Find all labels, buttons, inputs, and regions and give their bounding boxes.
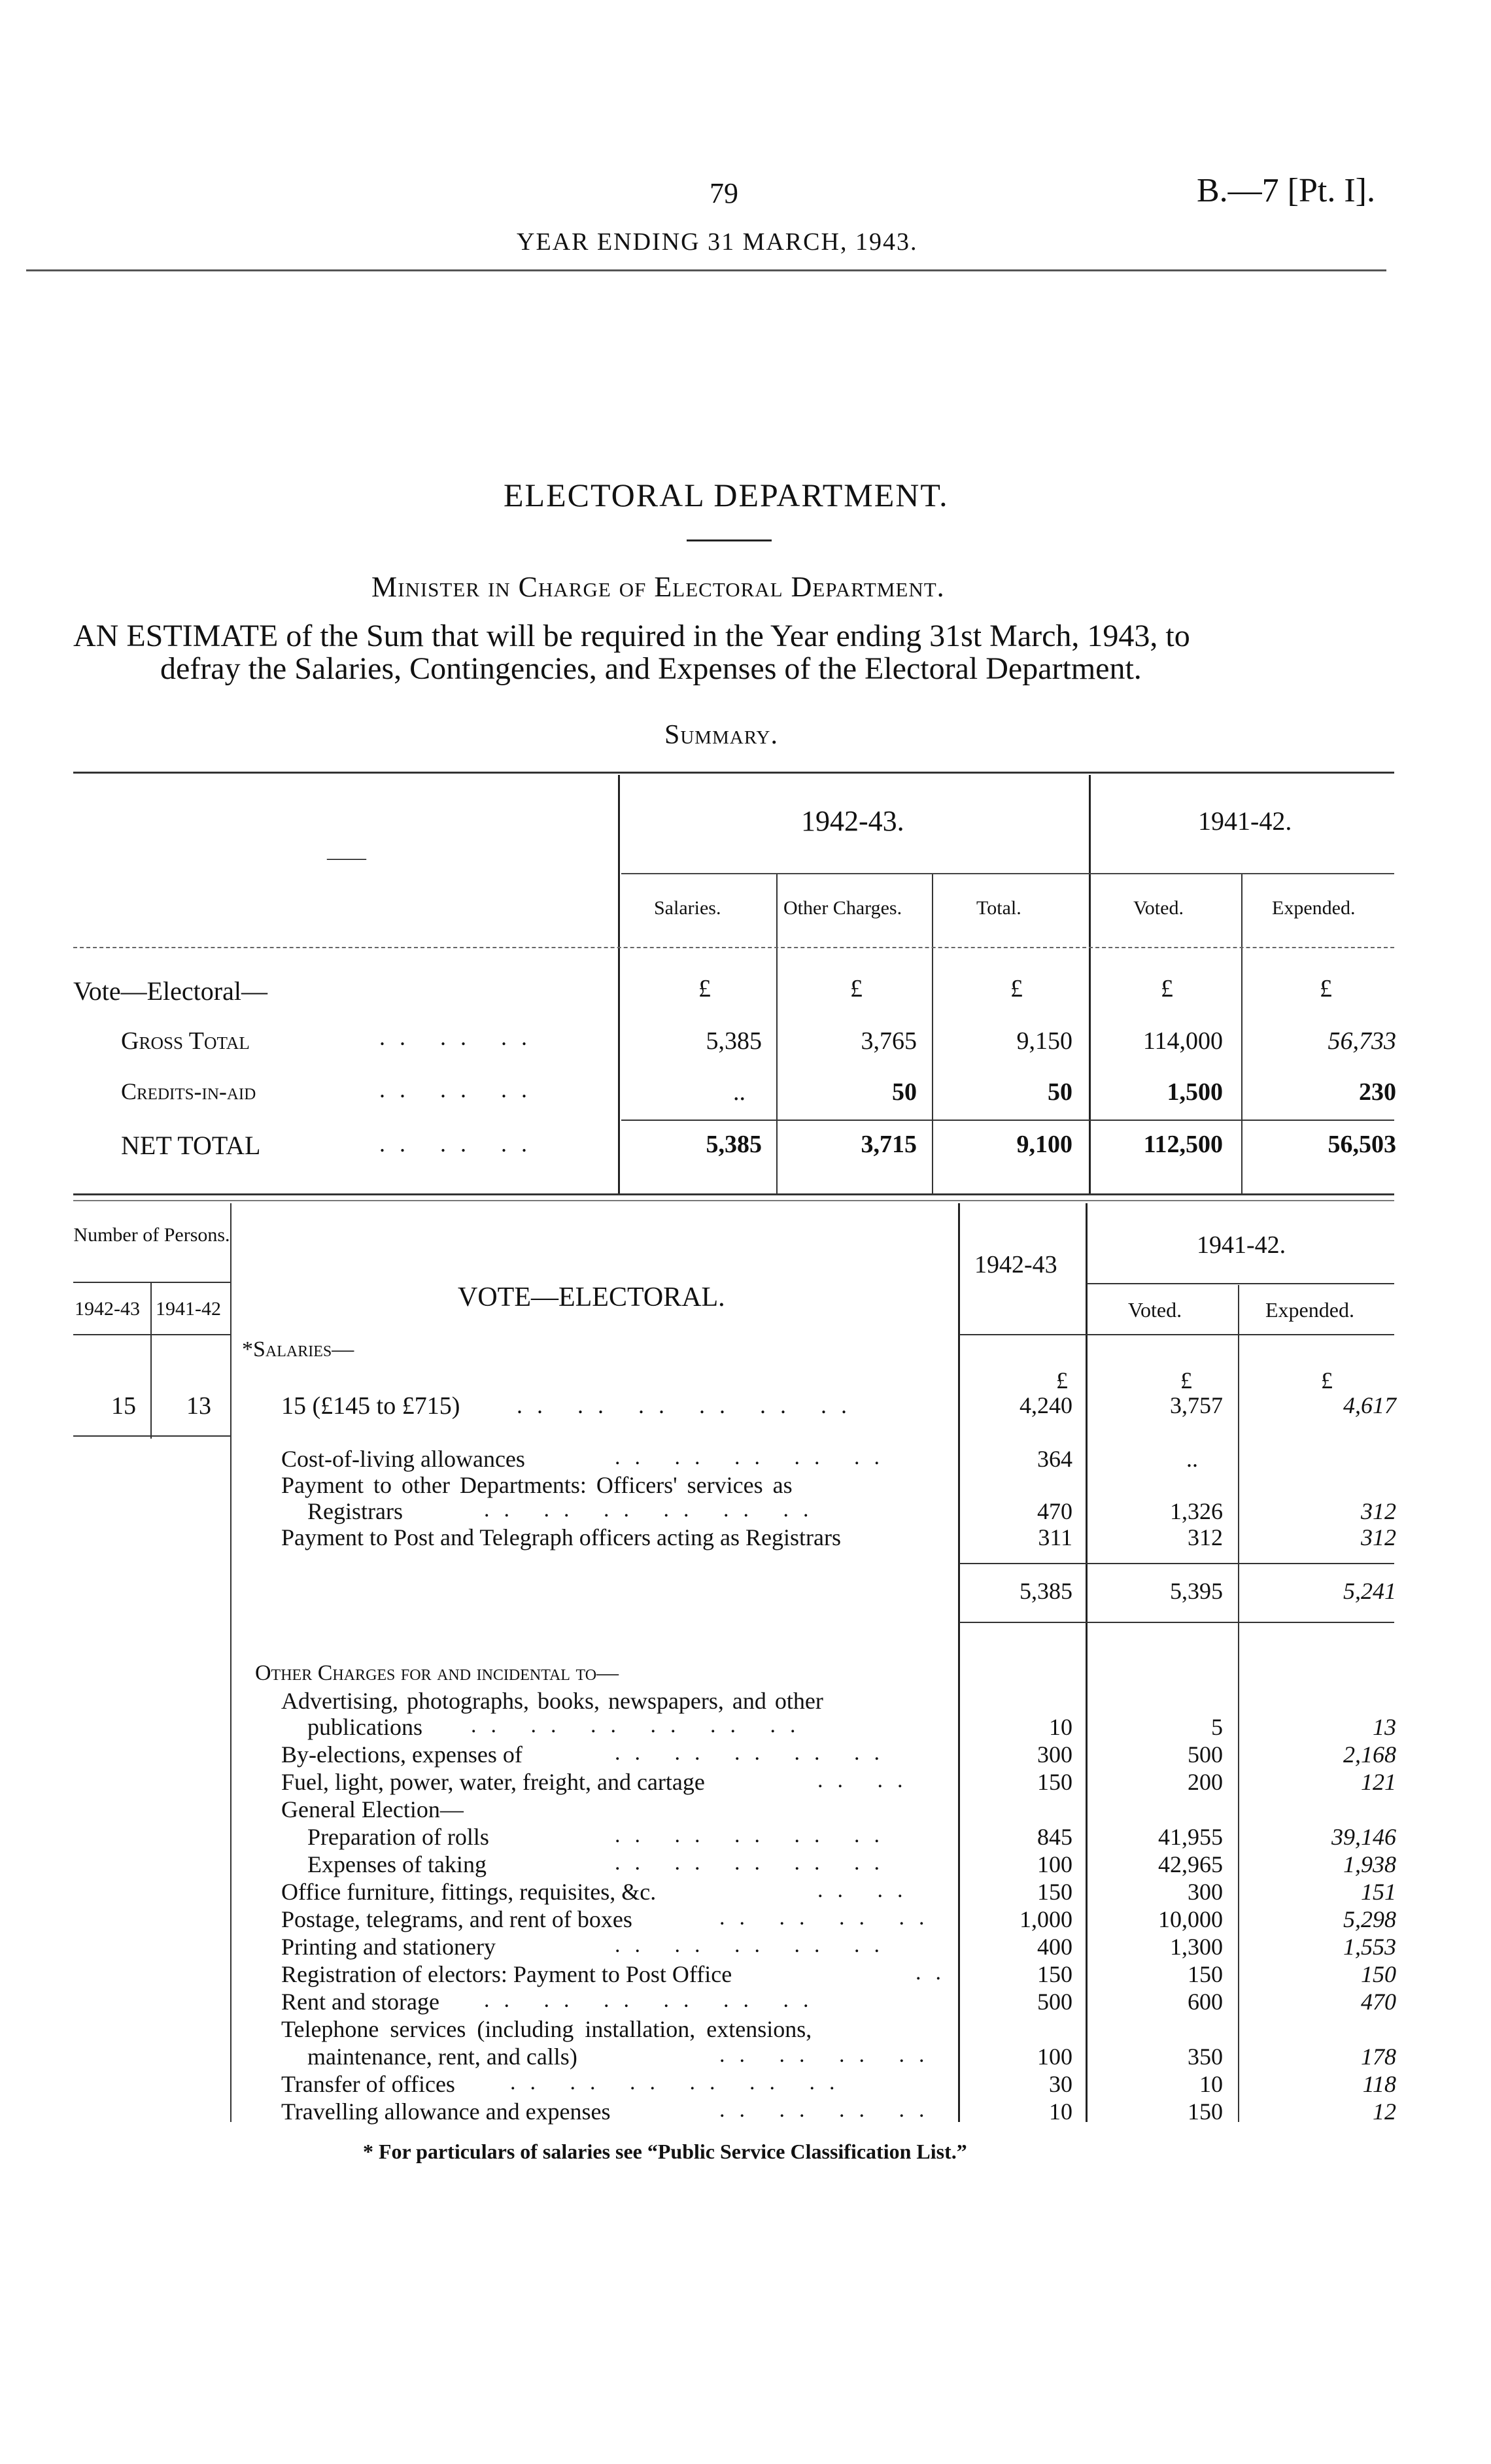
taking-label: Expenses of taking — [307, 1851, 487, 1877]
department-title: ELECTORAL DEPARTMENT. — [504, 477, 949, 513]
currency-mark: £ — [1010, 975, 1023, 1002]
persons-header-rule — [73, 1282, 230, 1283]
net-total: 9,100 — [1016, 1131, 1072, 1158]
detail-vline — [230, 1203, 231, 2122]
gross-total: 9,150 — [1016, 1027, 1072, 1055]
telephone-1942: 100 — [1037, 2044, 1072, 2070]
advertising-voted: 5 — [1211, 1714, 1223, 1740]
currency-mark: £ — [698, 975, 711, 1002]
payment-post-label: Payment to Post and Telegraph officers acting as Registrars — [281, 1524, 841, 1550]
postage-1942: 1,000 — [1020, 1906, 1072, 1932]
taking-voted: 42,965 — [1158, 1851, 1223, 1877]
furniture-voted: 300 — [1188, 1879, 1223, 1905]
leader-dots: .. .. .. — [379, 1076, 541, 1103]
postage-voted: 10,000 — [1158, 1906, 1223, 1932]
fuel-label: Fuel, light, power, water, freight, and cartage — [281, 1769, 705, 1795]
summary-vline — [618, 775, 620, 1193]
detail-year-previous: 1941-42. — [1197, 1231, 1286, 1259]
credits-salaries: .. — [733, 1078, 746, 1106]
currency-mark: £ — [1180, 1367, 1192, 1394]
cola-voted: .. — [1186, 1446, 1198, 1472]
cola-1942: 364 — [1037, 1446, 1072, 1472]
by-elections-label: By-elections, expenses of — [281, 1741, 523, 1768]
transfer-expended: 118 — [1362, 2071, 1396, 2097]
gross-salaries: 5,385 — [706, 1027, 762, 1055]
col-voted: Voted. — [1133, 897, 1184, 919]
detail-vline — [150, 1282, 152, 1439]
leader-dots: .. .. .. .. .. .. — [484, 1497, 823, 1522]
gross-expended: 56,733 — [1328, 1027, 1396, 1055]
leader-dots: .. .. .. .. .. — [615, 1445, 894, 1469]
salaries-total-expended: 5,241 — [1343, 1578, 1396, 1604]
gross-total-label: Gross Total — [121, 1027, 250, 1055]
other-charges-heading: Other Charges for and incidental to— — [255, 1661, 619, 1685]
credits-total: 50 — [1048, 1078, 1072, 1106]
payment-other-voted: 1,326 — [1170, 1498, 1223, 1524]
persons-header — [73, 1224, 230, 1246]
telephone-voted: 350 — [1188, 2044, 1223, 2070]
salaries-heading: *Salaries— — [242, 1337, 354, 1361]
transfer-label: Transfer of offices — [281, 2071, 455, 2097]
persons-bottom-rule — [73, 1435, 230, 1437]
fuel-voted: 200 — [1188, 1769, 1223, 1795]
gross-other: 3,765 — [861, 1027, 917, 1055]
payment-other-label-2: Registrars — [307, 1498, 403, 1524]
summary-year-previous: 1941-42. — [1198, 806, 1292, 836]
persons-subheader-rule — [73, 1334, 230, 1335]
col-expended: Expended. — [1272, 897, 1356, 919]
payment-other-label-1: Payment to other Departments: Officers' services as — [281, 1472, 793, 1498]
summary-vline — [932, 873, 933, 1193]
advertising-label-1: Advertising, photographs, books, newspapers, and other — [281, 1688, 823, 1714]
salaries-row-1942: 4,240 — [1020, 1392, 1072, 1418]
header-rule — [26, 269, 1386, 271]
rolls-label: Preparation of rolls — [307, 1824, 489, 1850]
payment-other-expended: 312 — [1361, 1498, 1396, 1524]
detail-vline — [1086, 1203, 1088, 2122]
fuel-1942: 150 — [1037, 1769, 1072, 1795]
leader-dots: .. — [916, 1960, 955, 1985]
currency-mark: £ — [1320, 975, 1332, 1002]
furniture-1942: 150 — [1037, 1879, 1072, 1905]
gross-voted: 114,000 — [1142, 1027, 1223, 1055]
salaries-subtotal-rule — [959, 1563, 1394, 1564]
printing-label: Printing and stationery — [281, 1934, 496, 1960]
leader-dots: .. .. .. .. — [719, 2043, 939, 2067]
detail-vline — [1238, 1285, 1239, 2122]
leader-dots: .. .. .. .. .. .. — [510, 2070, 849, 2095]
minister-heading: Minister in Charge of Electoral Department. — [371, 571, 945, 603]
salaries-total-1942: 5,385 — [1020, 1578, 1072, 1604]
rent-1942: 500 — [1037, 1989, 1072, 2015]
advertising-label-2: publications — [307, 1714, 422, 1740]
cola-label: Cost-of-living allowances — [281, 1446, 525, 1472]
printing-voted: 1,300 — [1170, 1934, 1223, 1960]
net-total-rule — [621, 1120, 1394, 1121]
payment-post-expended: 312 — [1361, 1524, 1396, 1550]
advertising-expended: 13 — [1373, 1714, 1396, 1740]
travelling-voted: 150 — [1188, 2098, 1223, 2125]
leader-dots: .. .. .. .. .. .. — [471, 1713, 810, 1737]
taking-expended: 1,938 — [1343, 1851, 1396, 1877]
leader-dots: .. .. .. .. — [719, 1906, 939, 1930]
salaries-total-bottom-rule — [959, 1622, 1394, 1623]
summary-vline — [1089, 775, 1091, 1193]
persons-col-1942: 1942-43 — [75, 1298, 140, 1320]
persons-1941-value: 13 — [186, 1392, 211, 1420]
net-total-label: NET TOTAL — [121, 1131, 261, 1160]
credits-in-aid-label: Credits-in-aid — [121, 1078, 256, 1104]
credits-voted: 1,500 — [1167, 1078, 1223, 1106]
leader-dots: .. .. .. .. .. — [615, 1823, 894, 1847]
payment-other-1942: 470 — [1037, 1498, 1072, 1524]
persons-header-text: Number of Persons. — [73, 1224, 230, 1246]
leader-dots: .. .. .. .. — [719, 2098, 939, 2122]
vote-electoral-title: VOTE—ELECTORAL. — [458, 1282, 725, 1312]
summary-vline — [1241, 873, 1242, 1193]
summary-header-rule — [73, 947, 1394, 948]
salaries-row-label: 15 (£145 to £715) — [281, 1392, 460, 1420]
rolls-1942: 845 — [1037, 1824, 1072, 1850]
rolls-voted: 41,955 — [1158, 1824, 1223, 1850]
registration-expended: 150 — [1361, 1961, 1396, 1987]
estimate-line-2: defray the Salaries, Contingencies, and Expenses of the Electoral Department. — [160, 651, 1142, 686]
leader-dots: .. .. .. — [379, 1131, 541, 1157]
fuel-expended: 121 — [1361, 1769, 1396, 1795]
registration-label: Registration of electors: Payment to Post Office — [281, 1961, 732, 1987]
previous-year-rule — [1087, 1283, 1394, 1284]
net-voted: 112,500 — [1143, 1131, 1223, 1158]
credits-other: 50 — [892, 1078, 917, 1106]
currency-mark: £ — [1321, 1367, 1333, 1394]
transfer-1942: 30 — [1049, 2071, 1072, 2097]
credits-expended: 230 — [1359, 1078, 1396, 1106]
telephone-label-2: maintenance, rent, and calls) — [307, 2044, 577, 2070]
leader-dots: .. .. .. — [379, 1024, 541, 1050]
travelling-1942: 10 — [1049, 2098, 1072, 2125]
rent-voted: 600 — [1188, 1989, 1223, 2015]
document-reference: B.—7 [Pt. I]. — [1197, 172, 1375, 209]
summary-top-rule — [73, 772, 1394, 774]
net-salaries: 5,385 — [706, 1131, 762, 1158]
summary-heading: Summary. — [664, 720, 779, 750]
net-expended: 56,503 — [1328, 1131, 1396, 1158]
detail-year-current: 1942-43 — [974, 1251, 1057, 1278]
postage-expended: 5,298 — [1343, 1906, 1396, 1932]
currency-mark: £ — [850, 975, 863, 1002]
col-salaries: Salaries. — [654, 897, 721, 919]
leader-dots: .. .. .. .. .. — [615, 1851, 894, 1875]
registration-1942: 150 — [1037, 1961, 1072, 1987]
registration-voted: 150 — [1188, 1961, 1223, 1987]
by-elections-expended: 2,168 — [1343, 1741, 1396, 1768]
leader-dots: .. .. — [817, 1878, 917, 1902]
rent-label: Rent and storage — [281, 1989, 439, 2015]
col-total: Total. — [976, 897, 1021, 919]
summary-year-current: 1942-43. — [801, 805, 904, 837]
detail-header-rule — [959, 1334, 1394, 1335]
currency-mark: £ — [1056, 1367, 1068, 1394]
page-number: 79 — [710, 177, 738, 209]
postage-label: Postage, telegrams, and rent of boxes — [281, 1906, 632, 1932]
by-elections-1942: 300 — [1037, 1741, 1072, 1768]
furniture-label: Office furniture, fittings, requisites, &c. — [281, 1879, 657, 1905]
rent-expended: 470 — [1361, 1989, 1396, 2015]
summary-stub-dash: —— — [327, 847, 366, 868]
leader-dots: .. .. .. .. .. .. — [484, 1988, 823, 2012]
leader-dots: .. .. — [817, 1768, 917, 1792]
telephone-expended: 178 — [1361, 2044, 1396, 2070]
telephone-label-1: Telephone services (including installation, extensions, — [281, 2016, 812, 2042]
travelling-expended: 12 — [1373, 2098, 1396, 2125]
vote-label: Vote—Electoral— — [73, 976, 267, 1006]
by-elections-voted: 500 — [1188, 1741, 1223, 1768]
leader-dots: .. .. .. .. .. .. — [517, 1392, 861, 1418]
travelling-label: Travelling allowance and expenses — [281, 2098, 611, 2125]
salaries-row-voted: 3,757 — [1170, 1392, 1223, 1418]
summary-bottom-rule-2 — [73, 1200, 1394, 1201]
leader-dots: .. .. .. .. .. — [615, 1741, 894, 1765]
salaries-row-expended: 4,617 — [1343, 1392, 1396, 1418]
net-other: 3,715 — [861, 1131, 917, 1158]
general-election-label: General Election— — [281, 1796, 464, 1822]
estimate-line-1: AN ESTIMATE of the Sum that will be required in the Year ending 31st March, 1943, to — [73, 619, 1190, 653]
persons-col-1941: 1941-42 — [156, 1298, 221, 1320]
furniture-expended: 151 — [1361, 1879, 1396, 1905]
payment-post-1942: 311 — [1038, 1524, 1072, 1550]
printing-1942: 400 — [1037, 1934, 1072, 1960]
printing-expended: 1,553 — [1343, 1934, 1396, 1960]
payment-post-voted: 312 — [1188, 1524, 1223, 1550]
summary-bottom-rule — [73, 1193, 1394, 1195]
persons-1942-value: 15 — [111, 1392, 136, 1420]
col-other-charges: Other Charges. — [783, 897, 902, 919]
detail-col-voted: Voted. — [1128, 1298, 1182, 1322]
title-underline — [687, 539, 772, 541]
detail-col-expended: Expended. — [1265, 1298, 1354, 1322]
summary-vline — [776, 873, 778, 1193]
currency-mark: £ — [1161, 975, 1173, 1002]
summary-year-rule — [621, 873, 1394, 874]
footnote: * For particulars of salaries see “Public Service Classification List.” — [363, 2140, 967, 2163]
taking-1942: 100 — [1037, 1851, 1072, 1877]
detail-vline — [958, 1203, 960, 2122]
salaries-total-voted: 5,395 — [1170, 1578, 1223, 1604]
transfer-voted: 10 — [1199, 2071, 1223, 2097]
advertising-1942: 10 — [1049, 1714, 1072, 1740]
rolls-expended: 39,146 — [1331, 1824, 1396, 1850]
year-ending-line: YEAR ENDING 31 MARCH, 1943. — [517, 228, 918, 256]
leader-dots: .. .. .. .. .. — [615, 1933, 894, 1957]
